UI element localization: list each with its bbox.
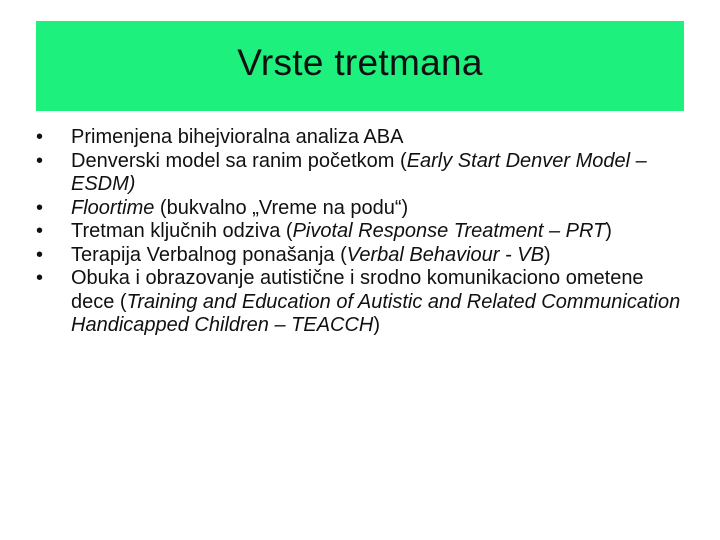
title-banner (36, 21, 684, 111)
slide-title: Vrste tretmana (237, 42, 483, 83)
bullet-marker: • (36, 149, 44, 172)
bullet-marker: • (36, 267, 44, 289)
bullet-text: Denverski model sa ranim početkom (Early Start Denver Model – ESDM) (71, 149, 647, 195)
bullet-marker: • (36, 126, 44, 148)
bullet-marker: • (36, 220, 44, 242)
bullet-item (36, 197, 686, 221)
bullet-item (36, 244, 686, 268)
bullet-text: Obuka i obrazovanje autistične i srodno komunikaciono ometene dece (Training and Education of Autistic and Related Communication Handicapped Children – TEACCH) (71, 267, 681, 336)
bullet-marker: • (36, 196, 44, 219)
bullet-item (36, 150, 686, 197)
bullet-marker: • (36, 243, 44, 266)
bullet-text: Primenjena bihejvioralna analiza ABA (71, 126, 404, 148)
bullet-text: Terapija Verbalnog ponašanja (Verbal Behaviour - VB) (71, 243, 551, 266)
bullet-item (36, 267, 686, 338)
bullet-list (36, 126, 686, 338)
bullet-item (36, 220, 686, 244)
bullet-text: Tretman ključnih odziva (Pivotal Response Treatment – PRT) (71, 220, 612, 242)
bullet-item (36, 126, 686, 150)
bullet-text: Floortime (bukvalno „Vreme na podu“) (71, 196, 409, 219)
